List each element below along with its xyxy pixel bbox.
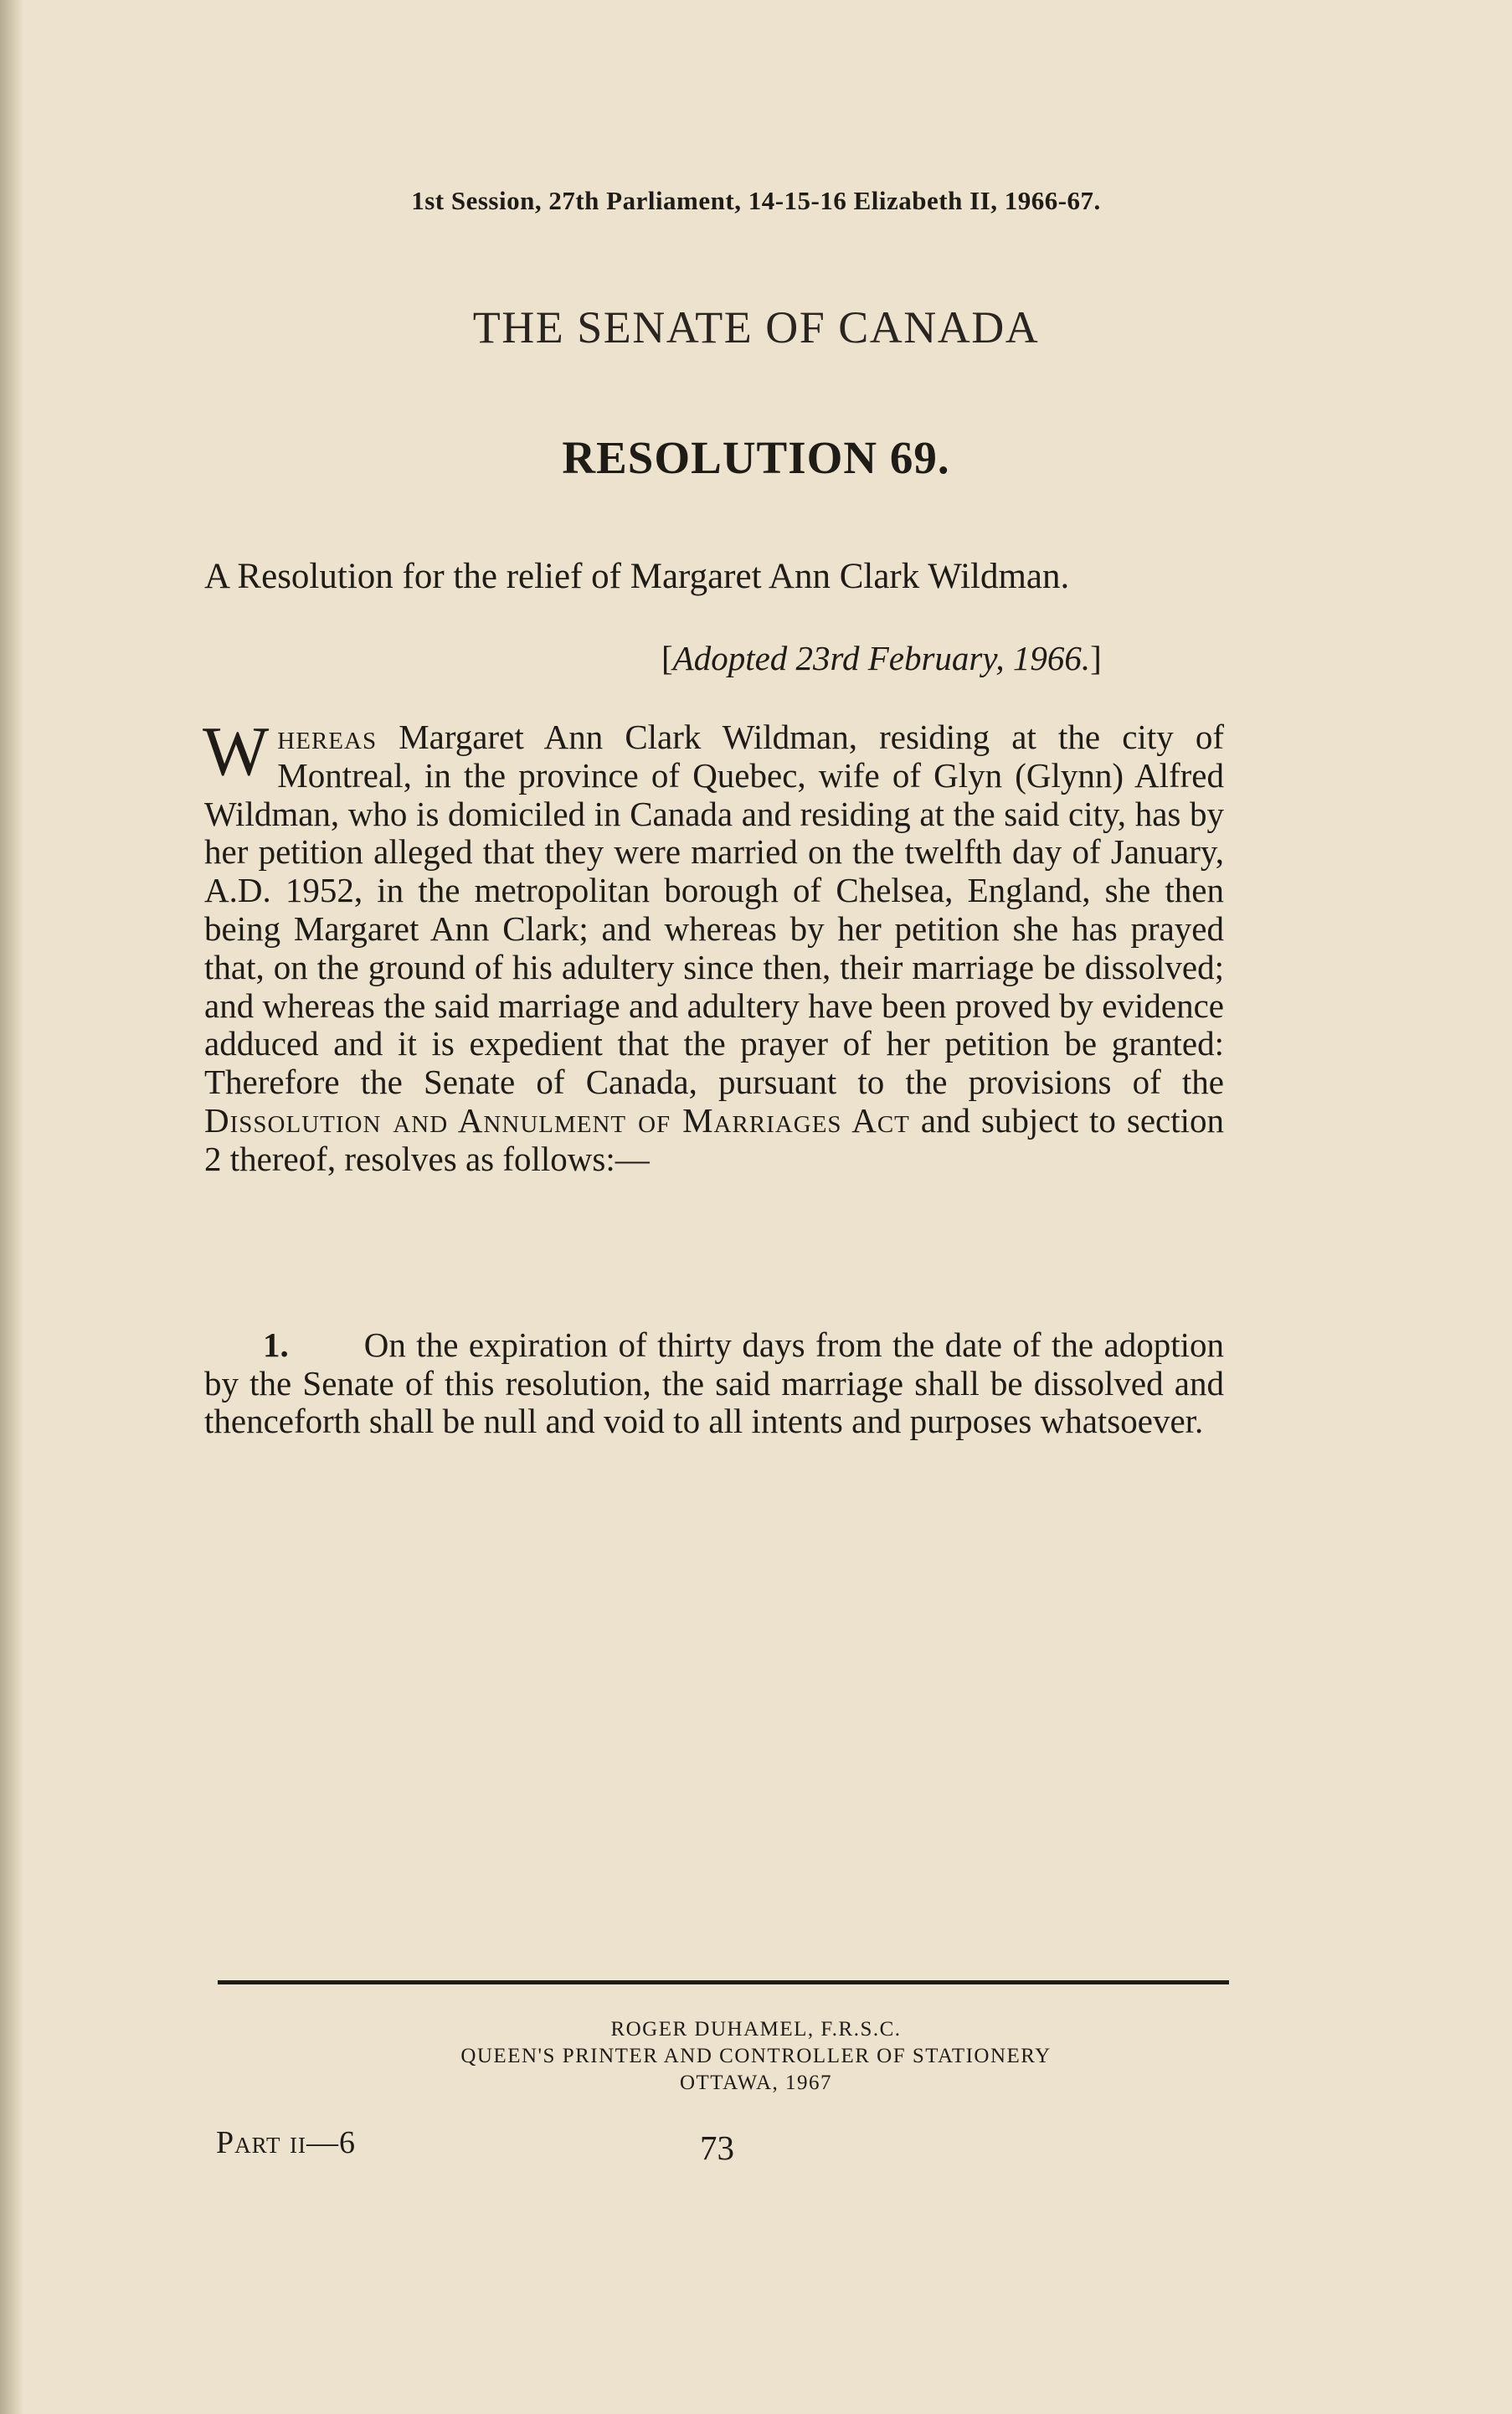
preamble-opening-word: hereas [277, 718, 378, 756]
act-name: Dissolution and Annulment of Marriages Act [204, 1100, 910, 1140]
preamble-text: Margaret Ann Clark Wildman, residing at the city of Montreal, in the province of Quebec, wife of Glyn (Glynn) Alfred Wildman, who is domiciled in Canada and residing at the said city, has by her petition alleged that they were married on the twelfth day of January, A.D. 1952, in the metropolitan borough of Chelsea, England, she then being Margaret Ann Clark; and whereas by her petition she has prayed that, on the ground of his adultery since then, their marriage be dissolved; and whereas the said marriage and adultery have been proved by evidence adduced and it is expedient that the prayer of her petition be granted: Therefore the Senate of Canada, pursuant to the provisions of the [204, 718, 1224, 1102]
page-number: 73 [700, 2128, 734, 2167]
session-header: 1st Session, 27th Parliament, 14-15-16 Elizabeth II, 1966-67. [411, 186, 1101, 215]
adopted-date-text: Adopted 23rd February, 1966. [672, 639, 1091, 677]
footer-rule [218, 1980, 1229, 1984]
printer-imprint [0, 2016, 1512, 2097]
resolution-subtitle: A Resolution for the relief of Margaret Ann Clark Wildman. [204, 557, 1070, 596]
senate-title: THE SENATE OF CANADA [472, 302, 1040, 353]
preamble-closing: and subject to section 2 thereof, resolves as follows:— [204, 1100, 1224, 1178]
clause-number: 1. [263, 1325, 289, 1364]
printer-title: QUEEN'S PRINTER AND CONTROLLER OF STATIONERY [460, 2045, 1052, 2067]
clause-text: On the expiration of thirty days from the date of the adoption by the Senate of this resolution, the said marriage shall be dissolved and thenceforth shall be null and void to all intents and purposes whatsoever. [204, 1325, 1224, 1440]
adopted-date: [Adopted 23rd February, 1966.] [661, 639, 1102, 677]
printer-name: ROGER DUHAMEL, F.R.S.C. [610, 2018, 902, 2041]
printer-location: OTTAWA, 1967 [679, 2072, 833, 2094]
part-label: Part ii—6 [216, 2125, 356, 2160]
drop-cap: W [203, 713, 270, 790]
resolution-title: RESOLUTION 69. [562, 432, 950, 483]
preamble-paragraph [203, 713, 1224, 1179]
clause-1 [204, 1326, 1224, 1441]
